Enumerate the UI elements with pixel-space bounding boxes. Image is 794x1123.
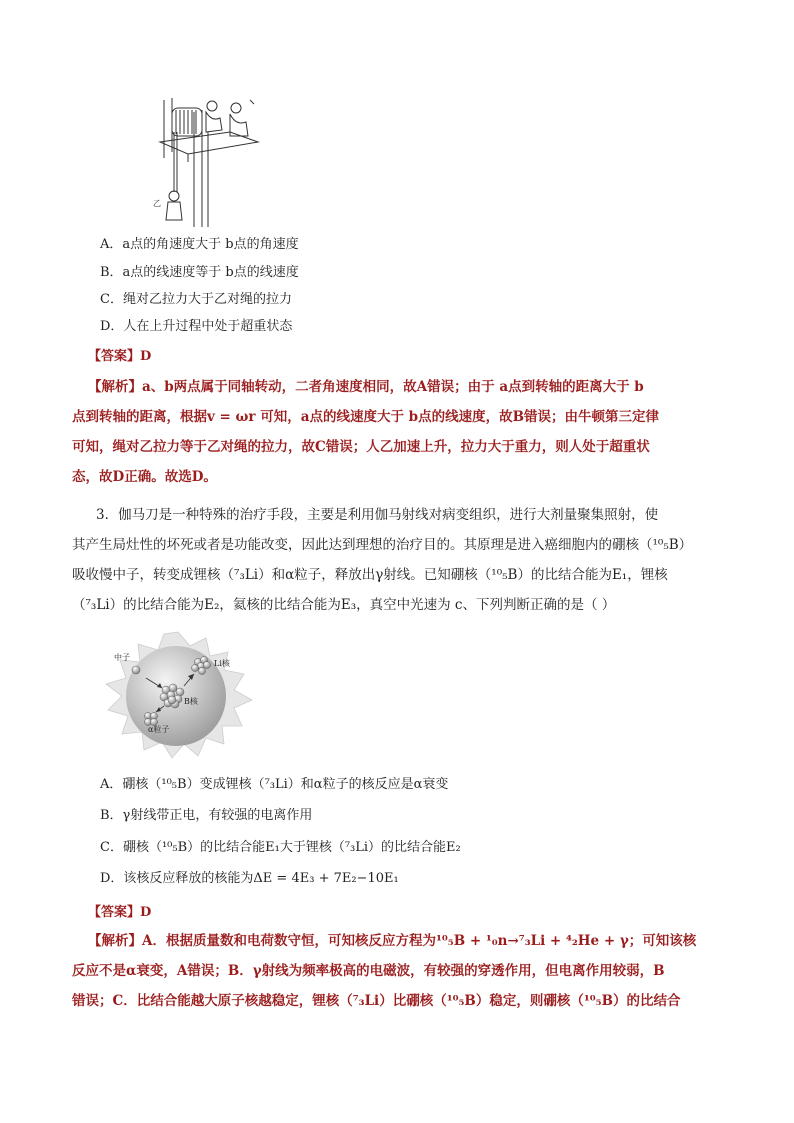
label-li-nucleus: Li核 (214, 659, 230, 668)
q2-analysis-line-4: 态，故D正确。故选D。 (72, 469, 217, 485)
q3-stem-line-4: （⁷₃Li）的比结合能为E₂，氦核的比结合能为E₃，真空中光速为 c、下列判断正确的是（ ） (72, 597, 616, 613)
q3-analysis-tag: 【解析】 (88, 933, 142, 949)
q3-option-b: B．γ射线带正电，有较强的电离作用 (100, 808, 313, 823)
q2-option-d: D．人在上升过程中处于超重状态 (100, 319, 293, 334)
q3-stem-line-3: 吸收慢中子，转变成锂核（⁷₃Li）和α粒子，释放出γ射线。已知硼核（¹⁰₅B）的比结合能为E₁，锂核 (72, 567, 668, 583)
nuclear-reaction-figure (102, 630, 254, 760)
q2-option-c: C．绳对乙拉力大于乙对绳的拉力 (100, 292, 292, 307)
q3-analysis (72, 926, 700, 1016)
neutron-particle (132, 666, 140, 674)
q3-analysis-line-2: 反应不是α衰变，A错误；B．γ射线为频率极高的电磁波，有较强的穿透作用，但电离作用较弱，B (72, 963, 665, 979)
q3-analysis-line-3: 错误；C．比结合能越大原子核越稳定，锂核（⁷₃Li）比硼核（¹⁰₅B）稳定，则硼核（¹⁰₅B）的比结合 (72, 993, 681, 1009)
q3-stem (72, 500, 700, 620)
figure-label-yi: 乙 (153, 199, 161, 208)
q3-analysis-line-1: 【解析】A．根据质量数和电荷数守恒，可知核反应方程为¹⁰₅B + ¹₀n→⁷₃Li + ⁴₂He + γ；可知该核 (88, 933, 697, 949)
q2-option-a: A．a点的角速度大于 b点的角速度 (100, 237, 299, 252)
q3-option-d: D．该核反应释放的核能为ΔE = 4E₃ + 7E₂−10E₁ (100, 871, 399, 886)
q2-option-b: B．a点的线速度等于 b点的线速度 (100, 265, 299, 280)
q3-stem-line-1: 3．伽马刀是一种特殊的治疗手段，主要是利用伽马射线对病变组织，进行大剂量聚集照射，使 (96, 507, 659, 523)
windlass-figure (150, 92, 270, 232)
q2-analysis-tag: 【解析】 (88, 379, 142, 395)
q2-analysis (72, 372, 700, 492)
q3-option-a: A．硼核（¹⁰₅B）变成锂核（⁷₃Li）和α粒子的核反应是α衰变 (100, 777, 449, 792)
label-neutron: 中子 (114, 653, 130, 662)
q3-stem-line-2: 其产生局灶性的坏死或者是功能改变，因此达到理想的治疗目的。其原理是进入癌细胞内的硼核（¹⁰₅B） (72, 537, 693, 553)
q2-analysis-line-2: 点到转轴的距离，根据v = ωr 可知，a点的线速度大于 b点的线速度，故B错误；由牛顿第三定律 (72, 409, 660, 425)
q2-analysis-line-3: 可知，绳对乙拉力等于乙对绳的拉力，故C错误；人乙加速上升，拉力大于重力，则人处于超重状 (72, 439, 650, 455)
q3-answer: 【答案】D (88, 905, 152, 920)
label-b-nucleus: B核 (184, 697, 198, 706)
q2-answer: 【答案】D (88, 349, 152, 364)
q3-option-c: C．硼核（¹⁰₅B）的比结合能E₁大于锂核（⁷₃Li）的比结合能E₂ (100, 840, 461, 855)
q2-analysis-line-1: 【解析】a、b两点属于同轴转动，二者角速度相同，故A错误；由于 a点到转轴的距离大于 b (88, 379, 644, 395)
label-alpha: α粒子 (148, 725, 170, 734)
